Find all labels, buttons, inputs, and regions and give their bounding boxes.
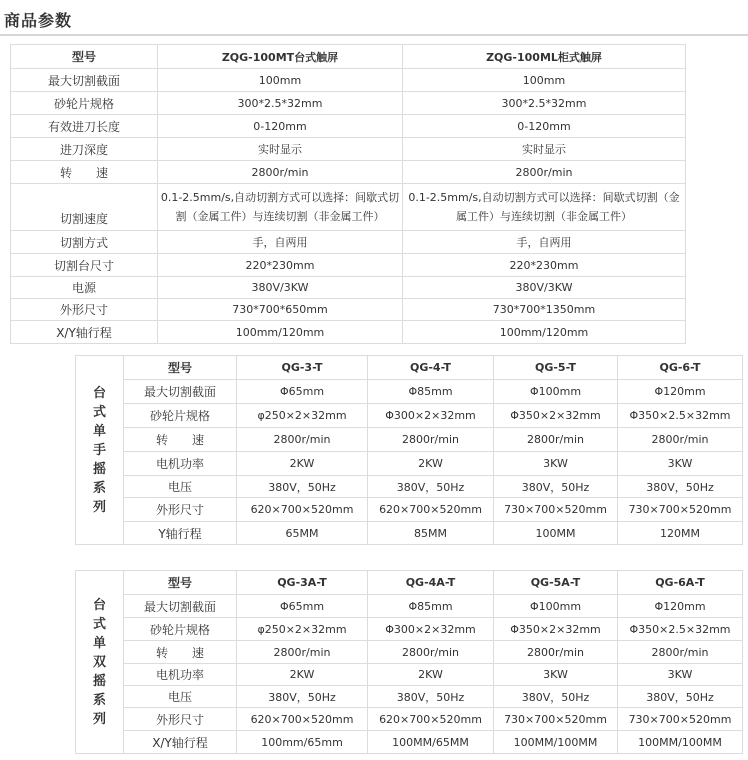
table-row bbox=[76, 708, 743, 731]
cell-value: 2800r/min bbox=[158, 161, 403, 184]
cell-value: 620×700×520mm bbox=[368, 708, 494, 731]
table-row bbox=[76, 731, 743, 754]
table-row bbox=[76, 476, 743, 498]
row-label: 最大切割截面 bbox=[11, 69, 158, 92]
row-label: 外形尺寸 bbox=[124, 498, 237, 522]
cell-value: 380V，50Hz bbox=[618, 686, 743, 708]
header-model: QG-5A-T bbox=[494, 571, 618, 595]
cell-value: 2800r/min bbox=[237, 428, 368, 452]
header-model: QG-3-T bbox=[237, 356, 368, 380]
cell-value: 100mm/120mm bbox=[403, 321, 686, 344]
cell-value: Φ300×2×32mm bbox=[368, 404, 494, 428]
cell-value: 100MM/100MM bbox=[618, 731, 743, 754]
cell-value: 2800r/min bbox=[494, 428, 618, 452]
table-row bbox=[11, 138, 686, 161]
row-label: 外形尺寸 bbox=[124, 708, 237, 731]
header-label: 型号 bbox=[11, 45, 158, 69]
row-label: 有效进刀长度 bbox=[11, 115, 158, 138]
cell-value: 120MM bbox=[618, 522, 743, 545]
cell-value: 2800r/min bbox=[403, 161, 686, 184]
table-row bbox=[76, 404, 743, 428]
spec-table-single-hand-crank bbox=[75, 355, 743, 545]
row-label: 切割台尺寸 bbox=[11, 254, 158, 277]
cell-value: 100mm bbox=[158, 69, 403, 92]
cell-value: 3KW bbox=[618, 664, 743, 686]
table-row bbox=[11, 231, 686, 254]
cell-value: 0.1-2.5mm/s,自动切割方式可以选择：间歇式切割（金属工件）与连续切割（非金属工件） bbox=[158, 184, 403, 231]
cell-value: 380V，50Hz bbox=[237, 476, 368, 498]
cell-value: 3KW bbox=[494, 664, 618, 686]
table-row bbox=[76, 498, 743, 522]
row-label: 砂轮片规格 bbox=[124, 404, 237, 428]
cell-value: 0-120mm bbox=[403, 115, 686, 138]
cell-value: 100MM bbox=[494, 522, 618, 545]
table-row bbox=[11, 115, 686, 138]
series-side-label: 台 式 单 双 摇 系 列 bbox=[76, 571, 124, 754]
table-row bbox=[76, 452, 743, 476]
header-model: QG-4A-T bbox=[368, 571, 494, 595]
cell-value: 220*230mm bbox=[403, 254, 686, 277]
table-row bbox=[76, 595, 743, 618]
cell-value: φ250×2×32mm bbox=[237, 618, 368, 641]
cell-value: 手，自两用 bbox=[403, 231, 686, 254]
row-label: 电机功率 bbox=[124, 664, 237, 686]
title-divider bbox=[0, 34, 748, 36]
table-header-row bbox=[11, 45, 686, 69]
row-label: X/Y轴行程 bbox=[11, 321, 158, 344]
cell-value: 300*2.5*32mm bbox=[158, 92, 403, 115]
table-row bbox=[11, 161, 686, 184]
cell-value: Φ65mm bbox=[237, 380, 368, 404]
row-label: 电压 bbox=[124, 686, 237, 708]
cell-value: 380V，50Hz bbox=[618, 476, 743, 498]
cell-value: 2800r/min bbox=[368, 428, 494, 452]
cell-value: 620×700×520mm bbox=[368, 498, 494, 522]
table-row bbox=[11, 254, 686, 277]
row-label: 外形尺寸 bbox=[11, 299, 158, 321]
header-model: QG-6A-T bbox=[618, 571, 743, 595]
cell-value: 730×700×520mm bbox=[618, 708, 743, 731]
cell-value: 730*700*1350mm bbox=[403, 299, 686, 321]
cell-value: 620×700×520mm bbox=[237, 498, 368, 522]
table-row bbox=[76, 618, 743, 641]
row-label: 电压 bbox=[124, 476, 237, 498]
cell-value: Φ85mm bbox=[368, 380, 494, 404]
cell-value: 0.1-2.5mm/s,自动切割方式可以选择：间歇式切割（金属工件）与连续切割（非金属工件） bbox=[403, 184, 686, 231]
cell-value: 85MM bbox=[368, 522, 494, 545]
table-header-row bbox=[76, 571, 743, 595]
cell-value: 2800r/min bbox=[237, 641, 368, 664]
table-row bbox=[11, 184, 686, 231]
cell-value: 100mm/120mm bbox=[158, 321, 403, 344]
cell-value: 2800r/min bbox=[618, 641, 743, 664]
cell-value: 380V，50Hz bbox=[494, 686, 618, 708]
cell-value: Φ350×2.5×32mm bbox=[618, 404, 743, 428]
row-label: 转 速 bbox=[124, 428, 237, 452]
cell-value: Φ350×2×32mm bbox=[494, 618, 618, 641]
row-label: 进刀深度 bbox=[11, 138, 158, 161]
table-row bbox=[11, 92, 686, 115]
cell-value: 380V，50Hz bbox=[237, 686, 368, 708]
cell-value: φ250×2×32mm bbox=[237, 404, 368, 428]
cell-value: 220*230mm bbox=[158, 254, 403, 277]
cell-value: 2800r/min bbox=[618, 428, 743, 452]
table-row bbox=[76, 380, 743, 404]
cell-value: Φ120mm bbox=[618, 595, 743, 618]
table-header-row bbox=[76, 356, 743, 380]
cell-value: 手，自两用 bbox=[158, 231, 403, 254]
cell-value: Φ100mm bbox=[494, 380, 618, 404]
row-label: 切割方式 bbox=[11, 231, 158, 254]
table-row bbox=[76, 428, 743, 452]
cell-value: 100mm/65mm bbox=[237, 731, 368, 754]
cell-value: 2KW bbox=[368, 452, 494, 476]
cell-value: 2KW bbox=[237, 452, 368, 476]
cell-value: 实时显示 bbox=[403, 138, 686, 161]
row-label: 砂轮片规格 bbox=[11, 92, 158, 115]
header-model: QG-5-T bbox=[494, 356, 618, 380]
spec-table-single-double-crank bbox=[75, 570, 743, 754]
cell-value: 380V，50Hz bbox=[368, 686, 494, 708]
cell-value: Φ100mm bbox=[494, 595, 618, 618]
cell-value: 380V/3KW bbox=[158, 277, 403, 299]
header-model: QG-6-T bbox=[618, 356, 743, 380]
cell-value: 2800r/min bbox=[368, 641, 494, 664]
cell-value: 100MM/100MM bbox=[494, 731, 618, 754]
table-row bbox=[11, 277, 686, 299]
row-label: 电源 bbox=[11, 277, 158, 299]
table-row bbox=[76, 641, 743, 664]
cell-value: 730×700×520mm bbox=[494, 708, 618, 731]
cell-value: 380V，50Hz bbox=[368, 476, 494, 498]
row-label: Y轴行程 bbox=[124, 522, 237, 545]
cell-value: 380V，50Hz bbox=[494, 476, 618, 498]
table-row bbox=[11, 69, 686, 92]
row-label: 转 速 bbox=[11, 161, 158, 184]
cell-value: 0-120mm bbox=[158, 115, 403, 138]
header-model: ZQG-100ML柜式触屏 bbox=[403, 45, 686, 69]
cell-value: 2KW bbox=[237, 664, 368, 686]
table-row bbox=[76, 664, 743, 686]
series-side-label: 台 式 单 手 摇 系 列 bbox=[76, 356, 124, 545]
page-title: 商品参数 bbox=[4, 11, 73, 30]
row-label: 最大切割截面 bbox=[124, 380, 237, 404]
row-label: 砂轮片规格 bbox=[124, 618, 237, 641]
table-row bbox=[11, 321, 686, 344]
table-row bbox=[76, 686, 743, 708]
header-model: QG-3A-T bbox=[237, 571, 368, 595]
cell-value: 2KW bbox=[368, 664, 494, 686]
row-label: 电机功率 bbox=[124, 452, 237, 476]
cell-value: 100mm bbox=[403, 69, 686, 92]
cell-value: 2800r/min bbox=[494, 641, 618, 664]
table-row bbox=[11, 299, 686, 321]
cell-value: 620×700×520mm bbox=[237, 708, 368, 731]
cell-value: 730*700*650mm bbox=[158, 299, 403, 321]
row-label: 转 速 bbox=[124, 641, 237, 664]
row-label: 切割速度 bbox=[11, 184, 158, 231]
cell-value: 100MM/65MM bbox=[368, 731, 494, 754]
cell-value: Φ350×2×32mm bbox=[494, 404, 618, 428]
header-model: QG-4-T bbox=[368, 356, 494, 380]
row-label: 最大切割截面 bbox=[124, 595, 237, 618]
header-label: 型号 bbox=[124, 571, 237, 595]
cell-value: Φ65mm bbox=[237, 595, 368, 618]
header-label: 型号 bbox=[124, 356, 237, 380]
cell-value: 实时显示 bbox=[158, 138, 403, 161]
cell-value: 730×700×520mm bbox=[494, 498, 618, 522]
row-label: X/Y轴行程 bbox=[124, 731, 237, 754]
header-model: ZQG-100MT台式触屏 bbox=[158, 45, 403, 69]
cell-value: 300*2.5*32mm bbox=[403, 92, 686, 115]
cell-value: Φ120mm bbox=[618, 380, 743, 404]
cell-value: 3KW bbox=[494, 452, 618, 476]
cell-value: Φ350×2.5×32mm bbox=[618, 618, 743, 641]
spec-table-touchscreen bbox=[10, 44, 686, 344]
cell-value: 3KW bbox=[618, 452, 743, 476]
cell-value: 65MM bbox=[237, 522, 368, 545]
cell-value: Φ85mm bbox=[368, 595, 494, 618]
cell-value: Φ300×2×32mm bbox=[368, 618, 494, 641]
table-row bbox=[76, 522, 743, 545]
cell-value: 380V/3KW bbox=[403, 277, 686, 299]
cell-value: 730×700×520mm bbox=[618, 498, 743, 522]
